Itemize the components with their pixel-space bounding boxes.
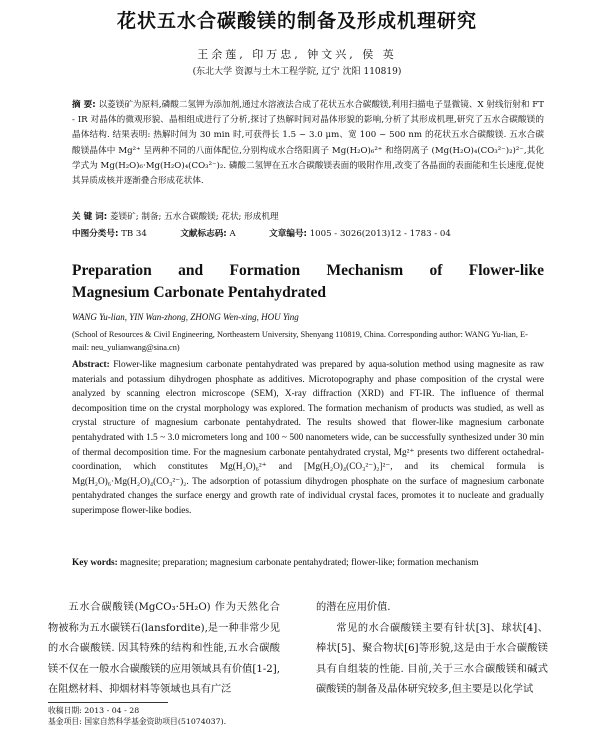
title-word: Formation: [229, 262, 301, 279]
article-no-value: 1005 - 3026(2013)12 - 1783 - 04: [309, 229, 451, 239]
chinese-keywords-label: 关 键 词:: [72, 212, 108, 222]
english-keywords: [72, 556, 544, 571]
received-date-footnote: 收稿日期: 2013 - 04 - 28: [48, 706, 140, 715]
chinese-abstract: [72, 98, 544, 189]
chinese-keywords: [72, 210, 544, 222]
chinese-title: 花状五水合碳酸镁的制备及形成机理研究: [116, 10, 477, 32]
title-word: Flower-like: [468, 262, 544, 279]
clc-label: 中图分类号:: [72, 229, 119, 239]
english-abstract-text: Flower-like magnesium carbonate pentahydrated was prepared by aqua-solution method using magnesite as raw materials and potassium dihydrogen phosphate as additives. Microtopography and phase composition of the crystal were analyzed by scanning electron microscope (SEM), X-ray diffraction (XRD) and FT-IR. The influence of thermal decomposition time on the crystal morphology was explored. The formation mechanism of products was studied, as well as crystal structure of magnesium carbonate pentahydrated. The results showed that flower-like magnesium carbonate pentahydrated with 1.5 ~ 3.0 micrometers long and 100 ~ 500 nanometers wide, can be successfully synthesized under 30 min of thermal decomposition time. For the magnesium carbonate pentahydrated crystal, Mg²⁺ presents two different octahedral-coordination, which constitutes Mg(H₂O)₆²⁺ and [Mg(H₂O)₄(CO₃²⁻)₂]²⁻, and its chemical formula is Mg(H₂O)₆·Mg(H₂O)₄(CO₃²⁻)₂. The adsorption of potassium dihydrogen phosphate on the surface of magnesium carbonate pentahydrated changes the surface energy and growth rate of individual crystal faces, promotes it to nucleate and gradually superimpose flower-like bodies.: [72, 360, 545, 516]
title-word: Mechanism: [326, 262, 404, 279]
chinese-abstract-label: 摘 要:: [72, 100, 96, 110]
clc-value: TB 34: [121, 229, 147, 239]
english-keywords-text: magnesite; preparation; magnesium carbonate pentahydrated; flower-like; formation mechanism: [120, 558, 479, 568]
english-title-line2: Magnesium Carbonate Pentahydrated: [72, 284, 327, 301]
english-title-line1: [72, 260, 544, 282]
chinese-meta-line: [72, 227, 544, 239]
footnote-divider: [48, 702, 168, 703]
english-affiliation: (School of Resources & Civil Engineering, Northeastern University, Shenyang 110819, China. Corresponding author: WANG Yu-lian, E-mail: neu_yulianwang@sina.cn): [72, 330, 528, 352]
english-abstract-label: Abstract:: [72, 360, 110, 370]
english-abstract: [72, 358, 544, 519]
english-keywords-label: Key words:: [72, 558, 118, 568]
title-word: of: [429, 262, 443, 279]
body-right-column: [316, 598, 548, 701]
doc-code-value: A: [229, 229, 236, 239]
english-title: [72, 260, 544, 304]
chinese-affiliation: (东北大学 资源与土木工程学院, 辽宁 沈阳 110819): [192, 67, 402, 77]
title-word: and: [178, 262, 204, 279]
english-authors: WANG Yu-lian, YIN Wan-zhong, ZHONG Wen-xing, HOU Ying: [72, 312, 299, 322]
body-left-column: [48, 598, 280, 701]
body-paragraph: 常见的水合碳酸镁主要有针状[3]、球状[4]、棒状[5]、聚合物状[6]等形貌,这是由于水合碳酸镁具有自组装的性能. 目前,关于三水合碳酸镁和碱式碳酸镁的制备及晶体研究较多,但主要是以化学试: [316, 622, 548, 695]
body-paragraph: 五水合碳酸镁(MgCO₃·5H₂O) 作为天然化合物被称为五水碳镁石(lansfordite),是一种非常少见的水合碳酸镁. 因其特殊的结构和性能,五水合碳酸镁不仅在一般水合碳酸镁的应用领域具有价值[1-2],在阻燃材料、抑烟材料等领域也具有广泛: [48, 602, 280, 695]
chinese-keywords-text: 菱镁矿; 制备; 五水合碳酸镁; 花状; 形成机理: [109, 212, 279, 222]
doc-code-label: 文献标志码:: [180, 229, 227, 239]
chinese-abstract-text: 以菱镁矿为原料,磷酸二氢钾为添加剂,通过水溶液法合成了花状五水合碳酸镁,利用扫描电子显微镜、X 射线衍射和 FT - IR 对晶体的微观形貌、晶相组成进行了分析,探讨了热解时间对晶体形貌的影响,分析了其形成机理,研究了五水合碳酸镁的晶体结构. 结果表明: 热解时间为 30 min 时,可获得长 1.5 ~ 3.0 μm、宽 100 ~ 500 nm 的花状五水合碳酸镁. 五水合碳酸镁晶体中 Mg²⁺ 呈两种不同的八面体配位,分别构成水合络阳离子 Mg(H₂O)₆²⁺ 和络阴离子 (Mg(H₂O)₄(CO₃²⁻)₂)²⁻,其化学式为 Mg(H₂O)₆·Mg(H₂O)₄(CO₃²⁻)₂. 磷酸二氢钾在五水合碳酸镁表面的吸附作用,改变了各晶面的表面能和生长速度,促使其异质成核并逐渐叠合形成花状体.: [72, 100, 544, 187]
article-no-label: 文章编号:: [269, 229, 307, 239]
body-paragraph: 的潜在应用价值.: [316, 602, 391, 613]
title-word: Preparation: [72, 262, 152, 279]
chinese-authors: 王余莲, 印万忠, 钟文兴, 侯 英: [197, 48, 397, 61]
fund-footnote: 基金项目: 国家自然科学基金资助项目(51074037).: [48, 717, 227, 726]
